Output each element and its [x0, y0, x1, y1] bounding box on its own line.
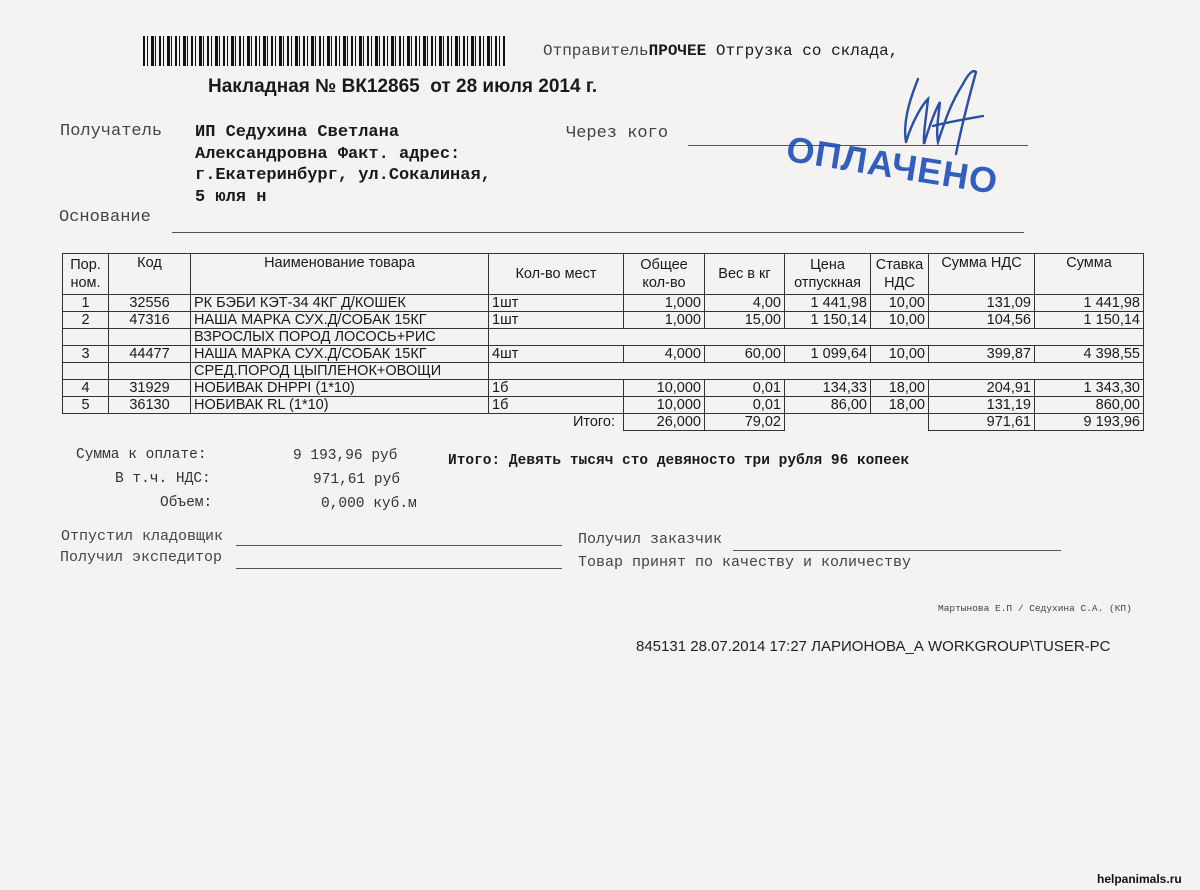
col-header: Сумма НДС [929, 254, 1035, 295]
col-header: Сумма [1035, 254, 1144, 295]
col-header: Общее кол-во [624, 254, 705, 295]
sender-label: Отправитель [543, 42, 649, 60]
document-title: Накладная № ВК12865 от 28 июля 2014 г. [208, 76, 598, 97]
cell-qty: 1,000 [624, 295, 705, 312]
cell-weight: 0,01 [705, 397, 785, 414]
cell-sum: 860,00 [1035, 397, 1144, 414]
col-header: Ставка НДС [871, 254, 929, 295]
total-qty: 26,000 [624, 414, 705, 431]
col-header: Пор. ном. [63, 254, 109, 295]
cell-places: 4шт [489, 346, 624, 363]
forwarder-label: Получил экспедитор [60, 549, 223, 566]
cell-name: НАША МАРКА СУХ.Д/СОБАК 15КГ [191, 312, 489, 329]
pay-value: 9 193,96 руб [293, 448, 398, 464]
customer-label: Получил заказчик [578, 531, 723, 548]
paid-stamp: ОПЛАЧЕНО [783, 128, 1002, 202]
col-header: Кол-во мест [489, 254, 624, 295]
table-header-row [63, 254, 1144, 295]
cell-vat-rate: 10,00 [871, 312, 929, 329]
table-row-continuation [63, 329, 1144, 346]
cell-qty: 10,000 [624, 397, 705, 414]
col-header: Цена отпускная [785, 254, 871, 295]
cell-qty: 1,000 [624, 312, 705, 329]
recipient-block [195, 122, 491, 208]
cell-code: 31929 [109, 380, 191, 397]
persons-note: Мартынова Е.П / Седухина С.А. (КП) [938, 603, 1132, 614]
recipient-line: 5 юля н [195, 187, 267, 207]
cell-code: 36130 [109, 397, 191, 414]
col-header: Наименование товара [191, 254, 489, 295]
total-sum: 9 193,96 [1035, 414, 1144, 431]
basis-label: Основание [59, 208, 151, 227]
cell-sum: 1 343,30 [1035, 380, 1144, 397]
cell-vat-sum: 104,56 [929, 312, 1035, 329]
customer-line [733, 550, 1061, 551]
cell-sum: 1 441,98 [1035, 295, 1144, 312]
storekeeper-label: Отпустил кладовщик [61, 528, 224, 545]
sender-value: ПРОЧЕЕ [648, 42, 707, 60]
cell-vat-sum: 131,09 [929, 295, 1035, 312]
cell-n: 2 [63, 312, 109, 329]
cell-name: НОБИВАК DHPPI (1*10) [191, 380, 489, 397]
table-row-continuation [63, 363, 1144, 380]
cell-name: НОБИВАК RL (1*10) [191, 397, 489, 414]
watermark: helpanimals.ru [1097, 872, 1182, 886]
items-table [62, 253, 1144, 431]
cell-name: СРЕД.ПОРОД ЦЫПЛЕНОК+ОВОЩИ [191, 363, 489, 380]
cell-vat-rate: 18,00 [871, 380, 929, 397]
cell-places: 1б [489, 397, 624, 414]
table-row [63, 312, 1144, 329]
cell-qty: 4,000 [624, 346, 705, 363]
cell-places: 1б [489, 380, 624, 397]
cell-vat-rate: 18,00 [871, 397, 929, 414]
cell-vat-sum: 399,87 [929, 346, 1035, 363]
cell-qty: 10,000 [624, 380, 705, 397]
cell-n: 3 [63, 346, 109, 363]
cell-sum: 4 398,55 [1035, 346, 1144, 363]
sender-extra: Отгрузка со склада, [715, 42, 899, 60]
col-header: Код [109, 254, 191, 295]
col-header: Вес в кг [705, 254, 785, 295]
total-in-words: Итого: Девять тысяч сто девяносто три рубля 96 копеек [448, 453, 910, 469]
cell-places: 1шт [489, 295, 624, 312]
cell-price: 134,33 [785, 380, 871, 397]
table-row [63, 346, 1144, 363]
total-vat: 971,61 [929, 414, 1035, 431]
cell-price: 1 441,98 [785, 295, 871, 312]
sender-line [543, 42, 898, 60]
cell-vat-rate: 10,00 [871, 346, 929, 363]
cell-n: 5 [63, 397, 109, 414]
cell-weight: 15,00 [705, 312, 785, 329]
table-row [63, 295, 1144, 312]
recipient-line: ИП Седухина Светлана [195, 123, 400, 142]
cell-name: ВЗРОСЛЫХ ПОРОД ЛОСОСЬ+РИС [191, 329, 489, 346]
cell-name: РК БЭБИ КЭТ-34 4КГ Д/КОШЕК [191, 295, 489, 312]
cell-vat-sum: 204,91 [929, 380, 1035, 397]
table-row [63, 380, 1144, 397]
cell-vat-sum: 131,19 [929, 397, 1035, 414]
cell-price: 86,00 [785, 397, 871, 414]
cell-price: 1 150,14 [785, 312, 871, 329]
volume-value: 0,000 куб.м [321, 496, 417, 512]
print-meta: 845131 28.07.2014 17:27 ЛАРИОНОВА_А WORKGROUP\TUSER-PC [636, 638, 1111, 655]
recipient-line: г.Екатеринбург, ул.Сокалиная, [195, 166, 491, 185]
cell-code: 32556 [109, 295, 191, 312]
total-weight: 79,02 [705, 414, 785, 431]
accepted-label: Товар принят по качеству и количеству [578, 554, 912, 571]
cell-sum: 1 150,14 [1035, 312, 1144, 329]
volume-label: Объем: [160, 495, 213, 511]
vat-value: 971,61 руб [313, 472, 401, 488]
storekeeper-line [236, 545, 562, 546]
via-label: Через кого [566, 124, 669, 143]
forwarder-line [236, 568, 562, 569]
vat-label: В т.ч. НДС: [115, 471, 211, 487]
cell-code: 47316 [109, 312, 191, 329]
total-label: Итого: [572, 414, 615, 431]
cell-vat-rate: 10,00 [871, 295, 929, 312]
cell-weight: 0,01 [705, 380, 785, 397]
cell-n: 1 [63, 295, 109, 312]
cell-n: 4 [63, 380, 109, 397]
barcode [143, 36, 505, 66]
cell-price: 1 099,64 [785, 346, 871, 363]
recipient-line: Александровна Факт. адрес: [195, 144, 461, 164]
pay-label: Сумма к оплате: [76, 447, 207, 463]
cell-code: 44477 [109, 346, 191, 363]
cell-name: НАША МАРКА СУХ.Д/СОБАК 15КГ [191, 346, 489, 363]
recipient-label: Получатель [60, 122, 163, 141]
cell-weight: 60,00 [705, 346, 785, 363]
table-total-row [63, 414, 1144, 431]
basis-line [172, 232, 1024, 233]
cell-weight: 4,00 [705, 295, 785, 312]
cell-places: 1шт [489, 312, 624, 329]
table-row [63, 397, 1144, 414]
